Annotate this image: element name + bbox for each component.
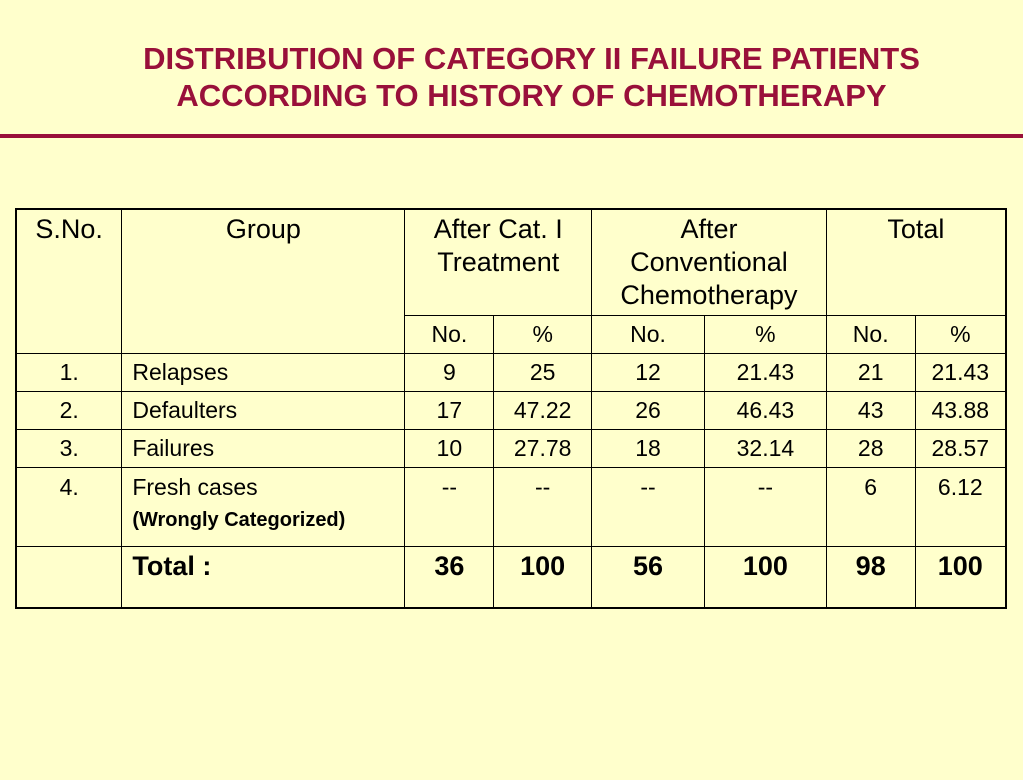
subheader-no: No. [592, 315, 705, 353]
cell-value: 12 [592, 353, 705, 391]
header-after-cat1: After Cat. I Treatment [405, 209, 592, 315]
cell-value: 47.22 [494, 391, 592, 429]
total-value: 56 [592, 546, 705, 608]
cell-value: 28 [826, 429, 915, 467]
total-value: 36 [405, 546, 494, 608]
row-group: Fresh cases [132, 473, 258, 500]
row-group: Defaulters [122, 391, 405, 429]
header-sno: S.No. [16, 209, 122, 353]
cell-value: 21.43 [704, 353, 826, 391]
total-value: 100 [704, 546, 826, 608]
row-group: Failures [122, 429, 405, 467]
row-group: Relapses [122, 353, 405, 391]
subheader-percent: % [704, 315, 826, 353]
title-line-2: ACCORDING TO HISTORY OF CHEMOTHERAPY [176, 78, 887, 113]
cell-value: 17 [405, 391, 494, 429]
total-sno-empty [16, 546, 122, 608]
header-group: Group [122, 209, 405, 353]
subheader-percent: % [915, 315, 1006, 353]
row-group-note: (Wrongly Categorized) [132, 508, 346, 531]
cell-value: -- [405, 467, 494, 546]
title-divider [0, 134, 1023, 138]
header-total: Total [826, 209, 1006, 315]
total-value: 98 [826, 546, 915, 608]
subheader-percent: % [494, 315, 592, 353]
cell-value: 9 [405, 353, 494, 391]
cell-value: 28.57 [915, 429, 1006, 467]
title-line-1: DISTRIBUTION OF CATEGORY II FAILURE PATIENTS [143, 41, 920, 76]
row-sno: 4. [16, 467, 122, 546]
cell-value: 6.12 [915, 467, 1006, 546]
cell-value: -- [592, 467, 705, 546]
table-row [16, 353, 1006, 391]
total-row [16, 546, 1006, 608]
cell-value: 26 [592, 391, 705, 429]
table-row [16, 467, 1006, 546]
total-value: 100 [915, 546, 1006, 608]
slide-title [0, 40, 1023, 114]
row-sno: 1. [16, 353, 122, 391]
data-table [15, 208, 1007, 609]
row-group-cell [122, 467, 405, 546]
cell-value: 21 [826, 353, 915, 391]
cell-value: 25 [494, 353, 592, 391]
cell-value: 43.88 [915, 391, 1006, 429]
cell-value: 32.14 [704, 429, 826, 467]
row-sno: 2. [16, 391, 122, 429]
cell-value: 10 [405, 429, 494, 467]
cell-value: 18 [592, 429, 705, 467]
cell-value: -- [494, 467, 592, 546]
cell-value: 6 [826, 467, 915, 546]
header-row [16, 209, 1006, 315]
total-label: Total : [122, 546, 405, 608]
subheader-no: No. [826, 315, 915, 353]
cell-value: 46.43 [704, 391, 826, 429]
table-row [16, 429, 1006, 467]
row-sno: 3. [16, 429, 122, 467]
header-after-conventional: After Conventional Chemotherapy [592, 209, 827, 315]
table-row [16, 391, 1006, 429]
cell-value: -- [704, 467, 826, 546]
cell-value: 21.43 [915, 353, 1006, 391]
cell-value: 27.78 [494, 429, 592, 467]
cell-value: 43 [826, 391, 915, 429]
subheader-no: No. [405, 315, 494, 353]
total-value: 100 [494, 546, 592, 608]
